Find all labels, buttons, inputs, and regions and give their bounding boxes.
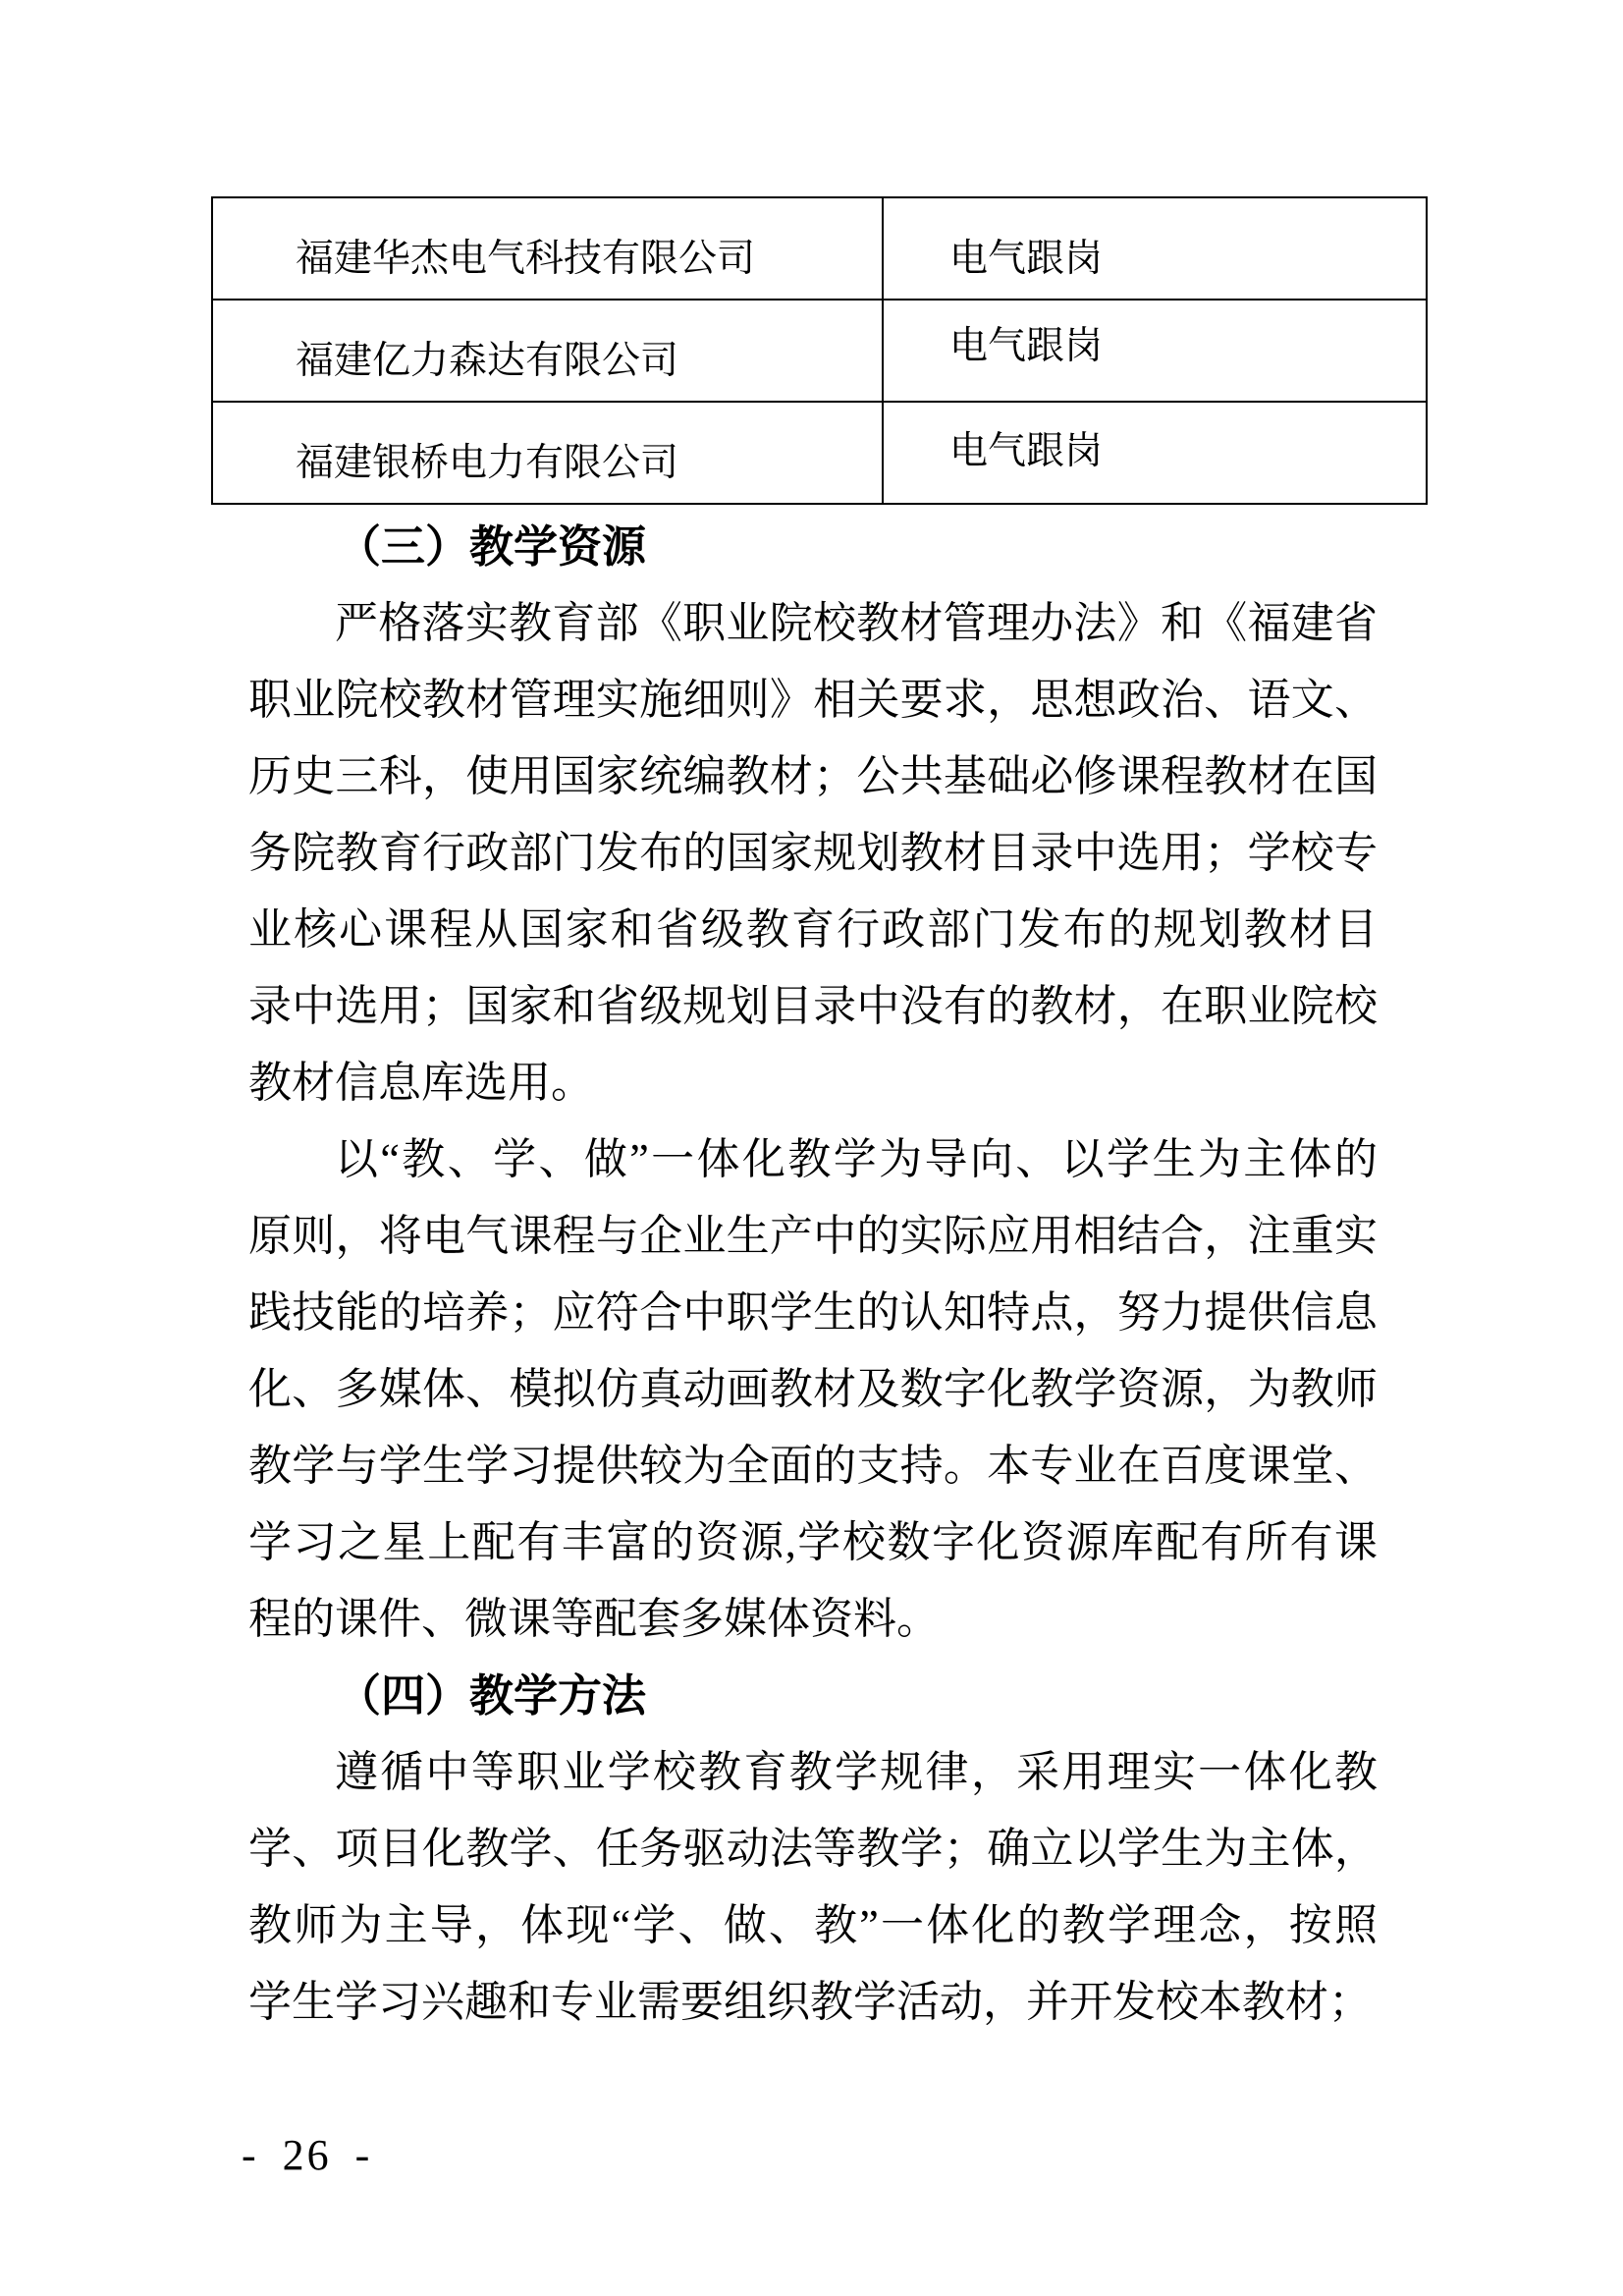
paragraph-line: 录中选用；国家和省级规划目录中没有的教材，在职业院校 — [248, 982, 1378, 1030]
paragraph-line: 程的课件、微课等配套多媒体资料。 — [248, 1595, 940, 1643]
paragraph-line: 学生学习兴趣和专业需要组织教学活动，并开发校本教材； — [248, 1978, 1372, 2026]
practice-type-cell: 电气跟岗 — [883, 197, 1427, 300]
paragraph-line: 教材信息库选用。 — [248, 1059, 594, 1107]
company-cell: 福建亿力森达有限公司 — [212, 300, 883, 402]
paragraph-line: 教师为主导，体现“学、做、教”一体化的教学理念，按照 — [248, 1901, 1378, 1949]
practice-type-cell: 电气跟岗 — [883, 300, 1427, 402]
paragraph-line: 遵循中等职业学校教育教学规律，采用理实一体化教 — [335, 1748, 1378, 1796]
paragraph-line: 业核心课程从国家和省级教育行政部门发布的规划教材目 — [248, 905, 1378, 954]
paragraph-line: 务院教育行政部门发布的国家规划教材目录中选用；学校专 — [248, 829, 1378, 877]
paragraph-line: 化、多媒体、模拟仿真动画教材及数字化教学资源，为教师 — [248, 1365, 1378, 1413]
paragraph-line: 原则，将电气课程与企业生产中的实际应用相结合，注重实 — [248, 1212, 1378, 1260]
paragraph-line: 践技能的培养；应符合中职学生的认知特点，努力提供信息 — [248, 1288, 1378, 1337]
paragraph-line: 历史三科，使用国家统编教材；公共基础必修课程教材在国 — [248, 752, 1378, 800]
company-cell: 福建华杰电气科技有限公司 — [212, 197, 883, 300]
company-cell: 福建银桥电力有限公司 — [212, 402, 883, 504]
table-row — [212, 197, 1427, 300]
paragraph-line: 职业院校教材管理实施细则》相关要求，思想政治、语文、 — [248, 676, 1378, 724]
paragraph-line: 以“教、学、做”一体化教学为导向、以学生为主体的 — [335, 1135, 1378, 1183]
paragraph-line: 学习之星上配有丰富的资源,学校数字化资源库配有所有课 — [248, 1518, 1378, 1566]
practice-type-cell: 电气跟岗 — [883, 402, 1427, 504]
practice-companies-table — [211, 196, 1428, 505]
table-body — [212, 197, 1427, 504]
table-row — [212, 402, 1427, 504]
section-heading: （三）教学资源 — [337, 522, 647, 572]
paragraph-line: 学、项目化教学、任务驱动法等教学；确立以学生为主体， — [248, 1825, 1378, 1873]
section-heading: （四）教学方法 — [337, 1671, 647, 1721]
paragraph-line: 教学与学生学习提供较为全面的支持。本专业在百度课堂、 — [248, 1442, 1378, 1490]
document-body — [248, 509, 1378, 2041]
table-row — [212, 300, 1427, 402]
page-number: - 26 - — [242, 2131, 373, 2179]
paragraph-line: 严格落实教育部《职业院校教材管理办法》和《福建省 — [335, 599, 1378, 647]
